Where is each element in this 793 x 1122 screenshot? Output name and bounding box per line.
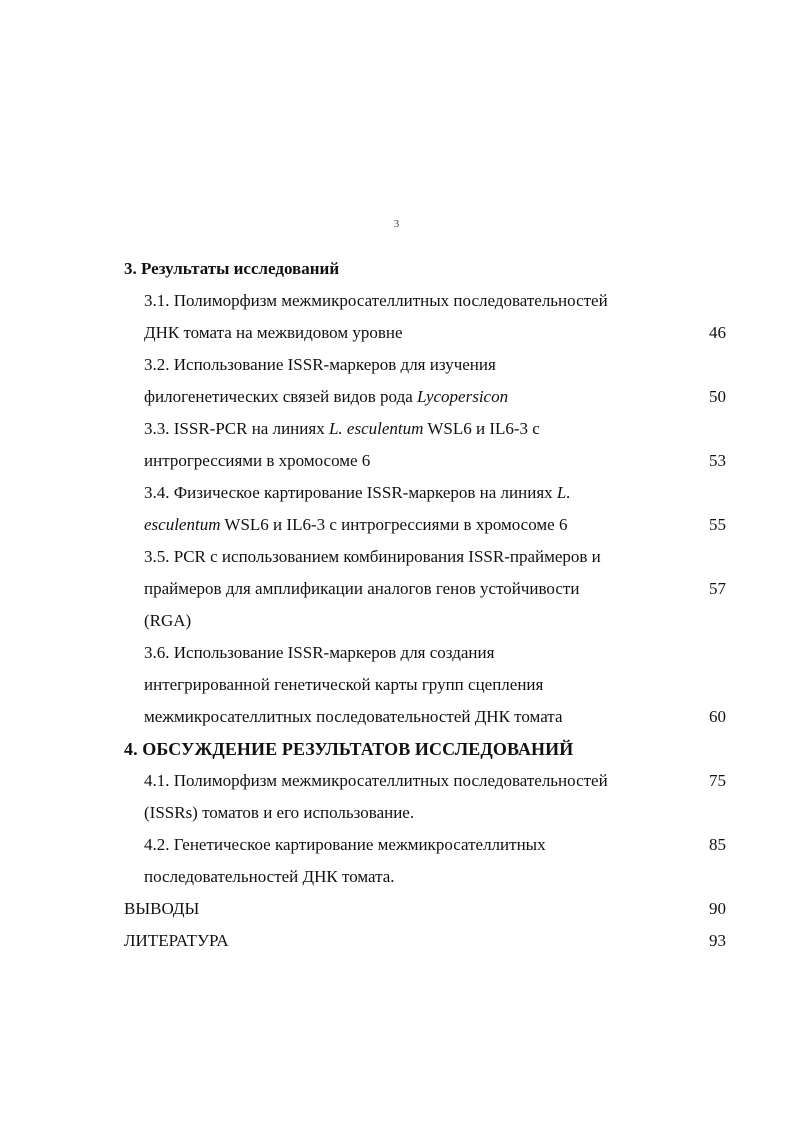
toc-text-part: филогенетических связей видов рода: [144, 387, 418, 406]
toc-page-number: 50: [709, 387, 726, 406]
toc-text-part: 3.3. ISSR-PCR на линиях: [144, 419, 329, 438]
toc-section-4-title: [0, 733, 793, 765]
toc-entry-3-2: [0, 349, 793, 381]
toc-entry-3-5: [0, 541, 793, 573]
toc-text-part: WSL6 и IL6-3 с интрогрессиями в хромосоме 6: [220, 515, 568, 534]
toc-entry-text: межмикросателлитных последовательностей ДНК томата: [144, 707, 563, 726]
toc-entry-text: 4.1. Полиморфизм межмикросателлитных последовательностей: [144, 771, 608, 790]
toc-section-3-title: [0, 253, 793, 285]
toc-entry-text: 3.5. PCR с использованием комбинирования ISSR-праймеров и: [144, 547, 601, 566]
toc-italic-genus: Lycopersicon: [417, 387, 509, 406]
toc-entry-3-5-cont2: [0, 605, 793, 637]
toc-entry-text: интрогрессиями в хромосоме 6: [144, 451, 371, 470]
toc-page-number: 85: [709, 835, 726, 854]
toc-italic-species: L.: [556, 483, 571, 502]
toc-entry-text: 3. Результаты исследований: [124, 259, 340, 278]
toc-entry-text: ВЫВОДЫ: [124, 899, 200, 918]
toc-entry-text: [144, 509, 567, 541]
toc-entry-text: праймеров для амплификации аналогов генов устойчивости: [144, 579, 580, 598]
toc-entry-text: 3.1. Полиморфизм межмикросателлитных последовательностей: [144, 291, 608, 310]
toc-entry-literature: [0, 925, 793, 957]
toc-italic-species: L. esculentum: [328, 419, 424, 438]
toc-entry-text: ЛИТЕРАТУРА: [124, 931, 229, 950]
toc-entry-4-1-cont: [0, 797, 793, 829]
toc-entry-text: 3.6. Использование ISSR-маркеров для создания: [144, 643, 495, 662]
toc-entry-4-2-cont: [0, 861, 793, 893]
page-number: 3: [393, 218, 400, 230]
toc-page-number: 53: [709, 451, 726, 470]
toc-text-part: WSL6 и IL6-3 с: [423, 419, 540, 438]
toc-page-number: 75: [709, 771, 726, 790]
toc-page-number: 90: [709, 899, 726, 918]
toc-entry-3-2-cont: [0, 381, 793, 413]
toc-entry-text: 3.2. Использование ISSR-маркеров для изучения: [144, 355, 496, 374]
toc-entry-text: интегрированной генетической карты групп сцепления: [144, 675, 544, 694]
toc-entry-text: 4.2. Генетическое картирование межмикросателлитных: [144, 835, 546, 854]
toc-page-number: 57: [709, 579, 726, 598]
toc-entry-text: (RGA): [144, 611, 192, 630]
toc-entry-text: (ISSRs) томатов и его использование.: [144, 803, 415, 822]
table-of-contents: [0, 253, 793, 957]
toc-page-number: 46: [709, 323, 726, 342]
toc-page-number: 93: [709, 931, 726, 950]
toc-entry-3-3: [0, 413, 793, 445]
toc-entry-text: последовательностей ДНК томата.: [144, 867, 395, 886]
toc-entry-4-1: [0, 765, 793, 797]
toc-entry-3-5-cont: [0, 573, 793, 605]
toc-entry-3-6-cont2: [0, 701, 793, 733]
toc-text-part: 3.4. Физическое картирование ISSR-маркеров на линиях: [144, 483, 557, 502]
toc-entry-conclusions: [0, 893, 793, 925]
toc-entry-text: 4. ОБСУЖДЕНИЕ РЕЗУЛЬТАТОВ ИССЛЕДОВАНИЙ: [124, 739, 574, 759]
toc-page-number: 55: [709, 515, 726, 534]
toc-entry-3-1: [0, 285, 793, 317]
toc-entry-3-4-cont: [0, 509, 793, 541]
toc-entry-3-3-cont: [0, 445, 793, 477]
toc-entry-4-2: [0, 829, 793, 861]
toc-entry-text: [144, 381, 508, 413]
toc-italic-species: esculentum: [144, 515, 221, 534]
toc-entry-3-6: [0, 637, 793, 669]
toc-entry-3-4: [0, 477, 793, 509]
toc-entry-text: [144, 477, 571, 509]
toc-entry-text: [144, 413, 540, 445]
toc-entry-text: ДНК томата на межвидовом уровне: [144, 323, 403, 342]
toc-page-number: 60: [709, 707, 726, 726]
toc-entry-3-6-cont: [0, 669, 793, 701]
toc-entry-3-1-cont: [0, 317, 793, 349]
